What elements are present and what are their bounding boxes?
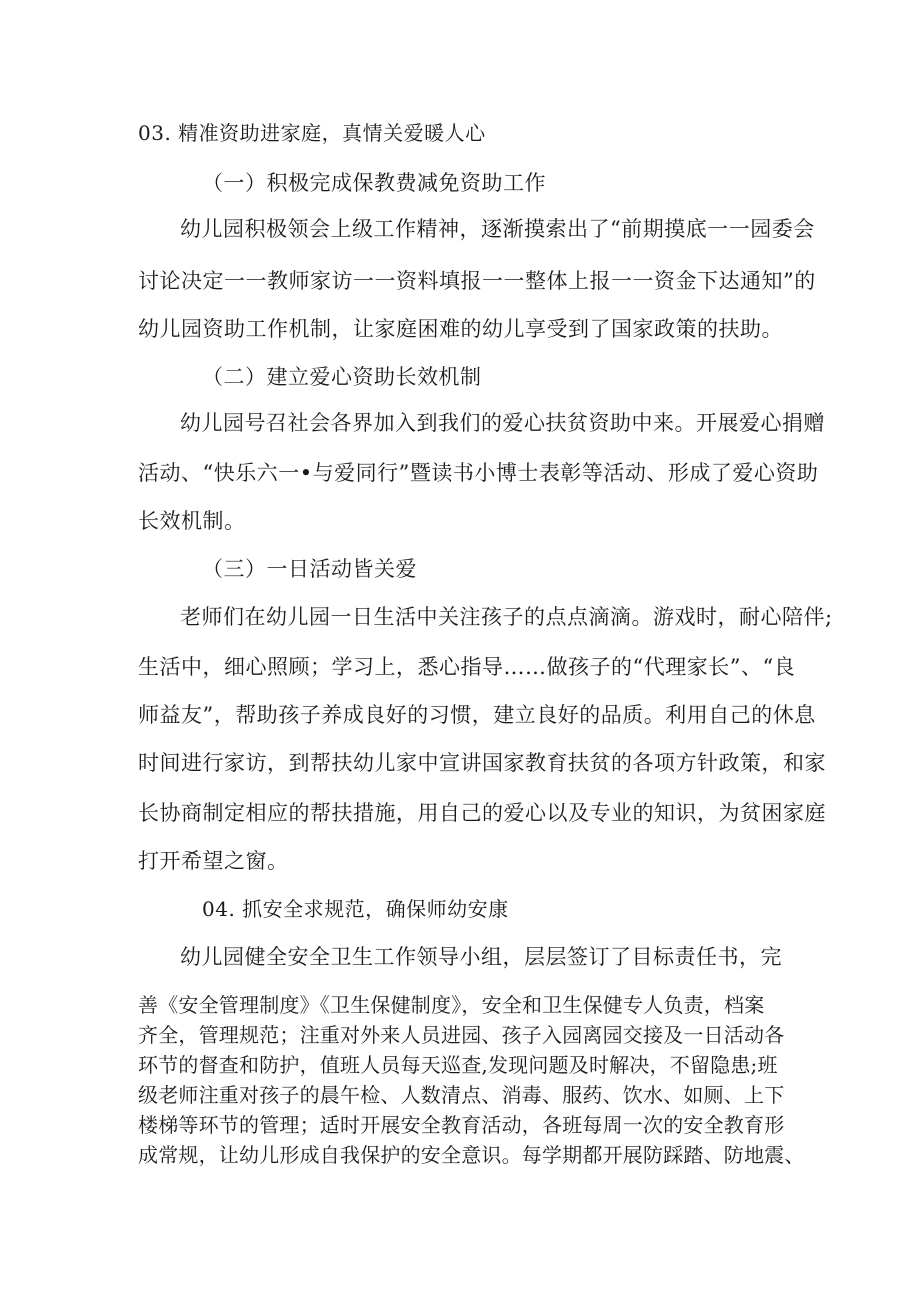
paragraph-line: 师益友”，帮助孩子养成良好的习惯，建立良好的品质。利用自己的休息 — [138, 703, 816, 727]
paragraph-line: 时间进行家访，到帮扶幼儿家中宣讲国家教育扶贫的各项方针政策，和家 — [138, 751, 826, 775]
paragraph-line: 老师们在幼儿园一日生活中关注孩子的点点滴滴。游戏时，耐心陪伴; — [180, 605, 833, 629]
paragraph-line: 善《安全管理制度》《卫生保健制度》，安全和卫生保健专人负责，档案 — [138, 993, 765, 1017]
paragraph-line: 生活中，细心照顾；学习上，悉心指导……做孩子的“代理家长”、“良 — [138, 655, 796, 679]
paragraph-line: 幼儿园资助工作机制，让家庭困难的幼儿享受到了国家政策的扶助。 — [138, 317, 783, 341]
paragraph-line: 齐全，管理规范；注重对外来人员进园、孩子入园离园交接及一日活动各 — [138, 1023, 785, 1047]
paragraph-line: 环节的督查和防护，值班人员每天巡查,发现问题及时解决，不留隐患;班 — [138, 1053, 778, 1077]
paragraph-line: 幼儿园号召社会各界加入到我们的爱心扶贫资助中来。开展爱心捐赠 — [180, 411, 825, 435]
paragraph-line: 打开希望之窗。 — [138, 849, 289, 873]
paragraph-line: 长协商制定相应的帮扶措施，用自己的爱心以及专业的知识，为贫困家庭 — [138, 801, 826, 825]
paragraph-line: 讨论决定一一教师家访一一资料填报一一整体上报一一资金下达通知”的 — [138, 269, 816, 293]
section-heading-04: 04. 抓安全求规范，确保师幼安康 — [202, 897, 509, 921]
paragraph-line: 幼儿园健全安全卫生工作领导小组，层层签订了目标责任书，完 — [180, 945, 782, 969]
paragraph-line: 楼梯等环节的管理；适时开展安全教育活动，各班每周一次的安全教育形 — [138, 1113, 785, 1137]
paragraph-line: 级老师注重对孩子的晨午检、人数清点、消毒、服药、饮水、如厕、上下 — [138, 1083, 785, 1107]
section-heading-03: 03. 精准资助进家庭，真情关爱暖人心 — [138, 121, 486, 145]
paragraph-line: 活动、“快乐六一•与爱同行”暨读书小博士表彰等活动、形成了爱心资助 — [138, 461, 819, 485]
paragraph-line: 成常规，让幼儿形成自我保护的安全意识。每学期都开展防踩踏、防地震、 — [138, 1143, 805, 1167]
paragraph-line: 幼儿园积极领会上级工作精神，逐渐摸索出了“前期摸底一一园委会 — [180, 217, 815, 241]
subsection-title-1: （一）积极完成保教费减免资助工作 — [202, 171, 546, 195]
subsection-title-3: （三）一日活动皆关爱 — [202, 557, 417, 581]
subsection-title-2: （二）建立爱心资助长效机制 — [202, 365, 482, 389]
paragraph-line: 长效机制。 — [138, 509, 246, 533]
